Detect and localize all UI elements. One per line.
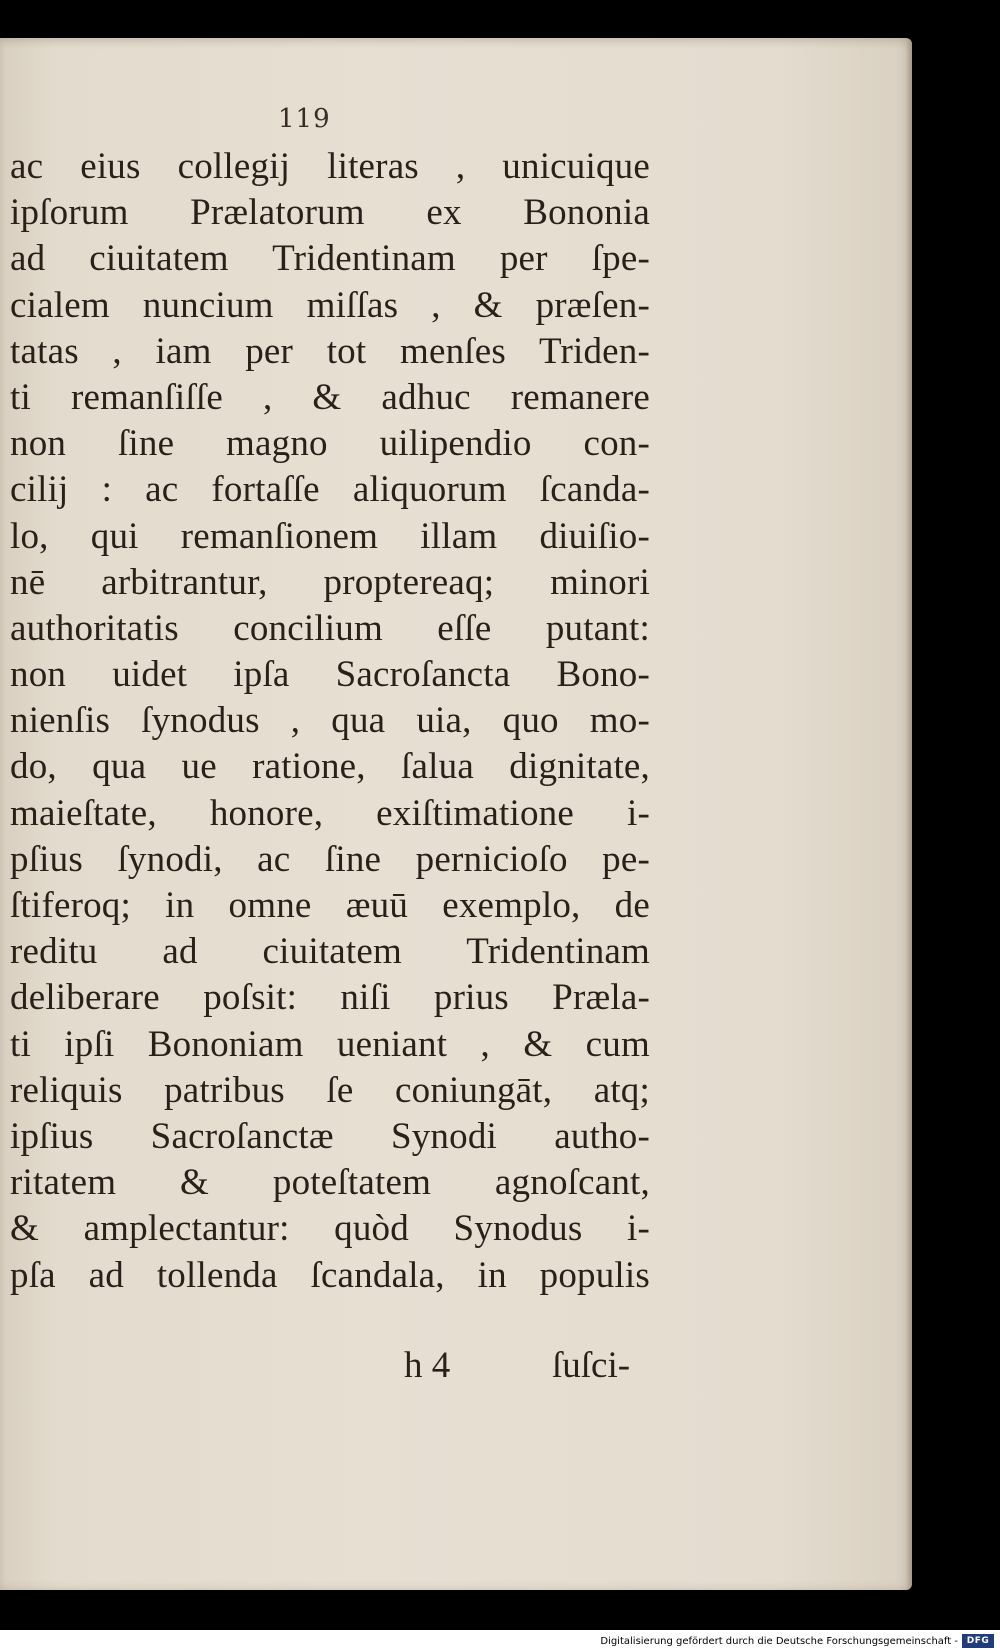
text-line: ritatem & poteſtatem agnoſcant,	[10, 1162, 650, 1204]
text-line: pſa ad tollenda ſcandala, in populis	[10, 1254, 650, 1296]
signature-mark: h 4	[404, 1345, 451, 1386]
text-line: nē arbitrantur, proptereaq; minori	[10, 561, 650, 603]
text-line: tatas , iam per tot menſes Triden-	[10, 330, 650, 372]
digitization-footer	[0, 1630, 1000, 1650]
text-line: maieſtate, honore, exiſtimatione i-	[10, 792, 650, 834]
catchword: ſuſci-	[552, 1345, 631, 1386]
text-line: ti ipſi Bononiam ueniant , & cum	[10, 1023, 650, 1065]
text-line: pſius ſynodi, ac ſine pernicioſo pe-	[10, 838, 650, 880]
book-page	[0, 38, 912, 1590]
text-line: ſtiferoq; in omne æuū exemplo, de	[10, 885, 650, 926]
text-line: cilij : ac fortaſſe aliquorum ſcanda-	[10, 469, 650, 511]
page-number: 119	[278, 104, 331, 134]
text-line: reliquis patribus ſe coniungāt, atq;	[10, 1069, 650, 1111]
text-line: non ſine magno uilipendio con-	[10, 423, 650, 465]
text-line: cialem nuncium miſſas , & præſen-	[10, 284, 650, 326]
text-line: ti remanſiſſe , & adhuc remanere	[10, 376, 650, 418]
text-line: authoritatis concilium eſſe putant:	[10, 607, 650, 649]
text-line: do, qua ue ratione, ſalua dignitate,	[10, 746, 650, 788]
text-line: reditu ad ciuitatem Tridentinam	[10, 931, 650, 973]
page-edge	[906, 38, 912, 1590]
text-line: lo, qui remanſionem illam diuiſio-	[10, 515, 650, 557]
text-line: ipſius Sacroſanctæ Synodi autho-	[10, 1115, 650, 1157]
text-line: ad ciuitatem Tridentinam per ſpe-	[10, 238, 650, 280]
text-line: ipſorum Prælatorum ex Bononia	[10, 192, 650, 234]
text-line: deliberare poſsit: niſi prius Præla-	[10, 977, 650, 1019]
text-line: nienſis ſynodus , qua uia, quo mo-	[10, 700, 650, 742]
dfg-logo: DFG	[962, 1634, 994, 1648]
text-line: & amplectantur: quòd Synodus i-	[10, 1208, 650, 1250]
body-text	[10, 144, 650, 1299]
text-line: non uidet ipſa Sacroſancta Bono-	[10, 654, 650, 696]
text-line: ac eius collegij literas , unicuique	[10, 146, 650, 187]
funding-credit: Digitalisierung gefördert durch die Deutsche Forschungsgemeinschaft -	[600, 1636, 958, 1647]
